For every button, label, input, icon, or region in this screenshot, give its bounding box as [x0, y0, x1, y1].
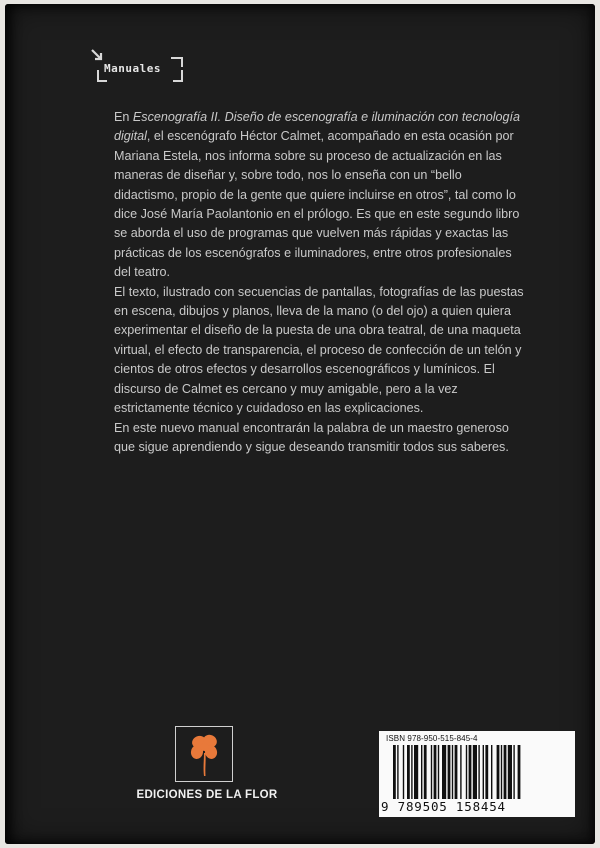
blurb-paragraph: El texto, ilustrado con secuencias de pantallas, fotografías de las puestas en escena, dibujos y planos, lleva de la mano (o del ojo) a quien quiera experimentar el diseño de la puesta de una obra teatral, de una maqueta virtual, el efecto de transparencia, el proceso de confección de un telón y cientos de otros efectos y desarrollos escenográficos y lumínicos. El discurso de Calmet es cercano y muy amigable, pero a la vez estrictamente técnico y cuidadoso en las explicaciones.: [114, 284, 524, 416]
back-cover: [5, 4, 595, 844]
publisher-name: EDICIONES DE LA FLOR: [136, 789, 278, 801]
back-cover-blurb: [114, 108, 524, 457]
barcode-digits: 9 789505 158454: [381, 799, 506, 814]
blurb-paragraph: [114, 108, 524, 283]
blurb-prefix: En: [114, 110, 133, 124]
arrow-icon: [91, 49, 103, 61]
bracket-corner: [173, 70, 183, 82]
blurb-paragraph: En este nuevo manual encontrarán la palabra de un maestro generoso que sigue aprendiendo y sigue deseando transmitir todos sus saberes.: [114, 420, 509, 454]
barcode-bars: [393, 745, 569, 799]
blurb-text: , el escenógrafo Héctor Calmet, acompañado en esta ocasión por Mariana Estela, nos informa sobre su proceso de actualización en las maneras de diseñar y, sobre todo, nos lo enseña con un “bello didactismo, propio de la gente que quiere incluirse en otros”, tal como lo dice José María Paolantonio en el prólogo. Es que en este segundo libro se aborda el uso de programas que vuelven más rápidas y exactas las prácticas de los escenógrafos e iluminadores, entre otros profesionales del teatro.: [114, 129, 520, 280]
bracket-corner: [171, 57, 183, 67]
flower-logo-icon: [177, 727, 232, 780]
isbn-number: ISBN 978-950-515-845-4: [386, 734, 478, 743]
series-label-box: [91, 49, 183, 85]
series-label: Manuales: [104, 62, 161, 75]
book-title: Escenografía II. Diseño de escenografía e iluminación con tecnología digital: [114, 110, 521, 144]
publisher-block: [117, 726, 297, 806]
publisher-logo: [175, 726, 233, 782]
barcode: [379, 731, 575, 817]
